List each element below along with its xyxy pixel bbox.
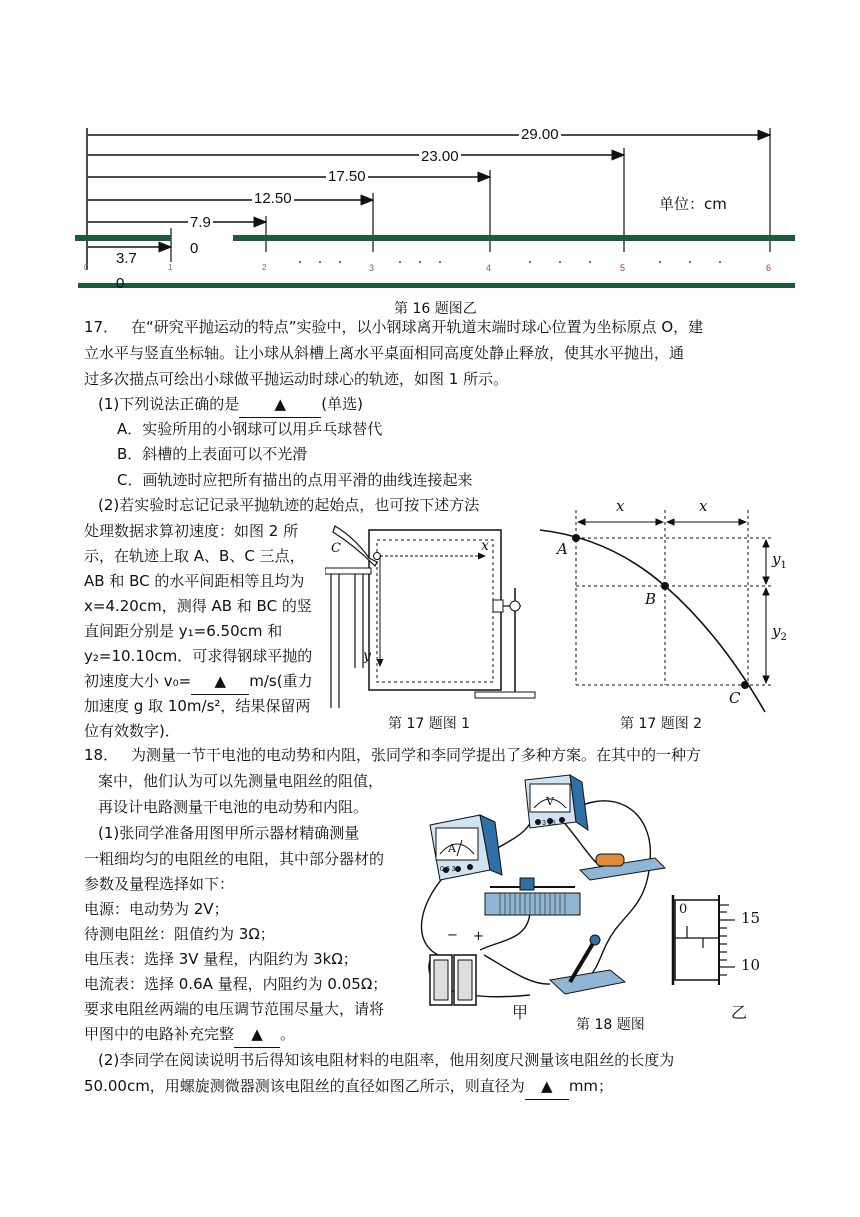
q17-para-line1: 在“研究平抛运动的特点”实验中，以小钢球离开轨道末端时球心位置为坐标原点 O，建	[131, 318, 704, 336]
q18-para-line2: 案中，他们认为可以先测量电阻丝的阻值，	[98, 772, 384, 790]
q17-body-line2: 示，在轨迹上取 A、B、C 三点，	[84, 547, 305, 565]
q18-answer-blank-1[interactable]	[234, 1021, 280, 1048]
q17-line7-end: m/s(重力	[249, 672, 313, 690]
tape-tick-3: 3	[369, 263, 375, 273]
tape-tick-6: 6	[766, 263, 772, 273]
dim-label-17-5: 17.50	[328, 168, 366, 185]
q18-sub2-line2	[84, 1073, 613, 1100]
y1-letter: y	[772, 550, 781, 568]
q17-option-c: C．画轨迹时应把所有描出的点用平滑的曲线连接起来	[117, 471, 473, 489]
q17-body-line5: 直间距分别是 y₁=6.50cm 和	[84, 622, 283, 640]
q18-requirement: 要求电阻丝两端的电压调节范围尽量大，请将	[84, 1000, 385, 1018]
q18-sub2-text: 50.00cm，用螺旋测微器测该电阻丝的直径如图乙所示，则直径为	[84, 1077, 525, 1095]
fig18-caption: 第 18 题图	[576, 1017, 645, 1033]
unit-label: 单位：cm	[659, 195, 727, 213]
fig17-2-label-y2	[772, 622, 787, 643]
q17-body-line8: 加速度 g 取 10m/s²，结果保留两	[84, 697, 311, 715]
q18-sub2-unit: mm；	[568, 1077, 614, 1095]
q17-body-line1: 处理数据求算初速度：如图 2 所	[84, 522, 299, 540]
q17-line7-start: 初速度大小 v₀=	[84, 672, 192, 690]
fig17-2-label-y1	[772, 550, 787, 571]
micrometer-mark-10: 10	[741, 956, 761, 974]
y2-subscript: 2	[780, 632, 787, 643]
q17-sub1	[98, 391, 363, 418]
q17-sub1-tail: (单选)	[321, 395, 363, 413]
dim-label-3-7-cont: 0	[116, 275, 125, 292]
q17-para-line3: 过多次描点可绘出小球做平抛运动时球心的轨迹，如图 1 所示。	[84, 370, 509, 388]
blank-marker: ▲	[214, 672, 226, 690]
q18-sub1-line1: (1)张同学准备用图甲所示器材精确测量	[98, 824, 360, 842]
battery-plus: +	[473, 929, 484, 944]
q17-number: 17．	[84, 318, 119, 336]
y2-letter: y	[772, 622, 781, 640]
tape-tick-2: 2	[262, 263, 267, 272]
blank-marker: ▲	[251, 1025, 263, 1043]
tape-tick-4: 4	[486, 263, 492, 273]
ammeter-label: A	[448, 842, 456, 855]
q17-body-line7	[84, 668, 313, 695]
q18-number: 18．	[84, 746, 119, 764]
switch-icon	[550, 935, 625, 994]
q17-body-line9: 位有效数字)．	[84, 722, 180, 740]
y1-subscript: 1	[780, 560, 787, 571]
battery-minus: −	[447, 928, 458, 943]
q17-sub2: (2)若实验时忘记记录平抛轨迹的起始点，也可按下述方法	[98, 496, 480, 514]
dim-label-3-7: 3.7	[116, 250, 137, 267]
tape-tick-1: 1	[168, 263, 173, 272]
fig18-label-jia: 甲	[512, 1003, 529, 1022]
fig17-2-label-x1: x	[616, 497, 625, 515]
rheostat-icon	[485, 878, 580, 915]
q17-body-line4: x=4.20cm，测得 AB 和 BC 的竖	[84, 597, 312, 615]
q18-equip-voltmeter: 电压表：选择 3V 量程，内阻约为 3kΩ；	[84, 950, 358, 968]
fig17-2-trajectory	[540, 500, 800, 715]
fig17-1-caption: 第 17 题图 1	[388, 716, 471, 732]
q17-sub1-text: (1)下列说法正确的是	[98, 395, 240, 413]
q18-sub1-line3: 参数及量程选择如下：	[84, 875, 235, 893]
dim-label-12-5: 12.50	[254, 190, 292, 207]
fig17-2-point-b: B	[645, 590, 657, 608]
voltmeter-label: V	[546, 795, 554, 808]
q18-req2-text: 甲图中的电路补充完整	[84, 1025, 235, 1043]
dim-label-7-9: 7.9	[190, 214, 211, 231]
fig17-2-point-a: A	[557, 540, 568, 558]
micrometer-mark-15: 15	[741, 909, 761, 927]
q17-option-a: A．实验所用的小钢球可以用乒乓球替代	[117, 420, 383, 438]
fig17-2-label-x2: x	[699, 497, 708, 515]
battery-icon	[430, 955, 476, 1005]
dim-label-23: 23.00	[421, 148, 459, 165]
fig17-2-caption: 第 17 题图 2	[620, 716, 703, 732]
q17-para-line2: 立水平与竖直坐标轴。让小球从斜槽上离水平桌面相同高度处静止释放，使其水平抛出，通	[84, 344, 685, 362]
q17-body-line3: AB 和 BC 的水平间距相等且均为	[84, 572, 305, 590]
q18-para-line3: 再设计电路测量干电池的电动势和内阻。	[98, 798, 369, 816]
blank-marker: ▲	[541, 1077, 553, 1095]
q18-equip-wire: 待测电阻丝：阻值约为 3Ω；	[84, 925, 275, 943]
fig16-caption: 第 16 题图乙	[394, 301, 477, 317]
q18-req2-tail: 。	[280, 1025, 296, 1043]
q18-sub2-line1: (2)李同学在阅读说明书后得知该电阻材料的电阻率，他用刻度尺测量该电阻丝的长度为	[98, 1051, 675, 1069]
q17-answer-blank-1[interactable]	[239, 391, 321, 418]
q18-sub1-line2: 一粗细均匀的电阻丝的电阻，其中部分器材的	[84, 850, 385, 868]
fig18-circuit-equipment	[410, 770, 670, 1035]
ammeter-terminals: 0.6 3	[440, 866, 456, 873]
dim-label-29: 29.00	[521, 126, 559, 143]
fig17-2-point-c: C	[729, 689, 741, 707]
fig17-1-label-c: C	[331, 541, 341, 556]
fig17-1-label-y: y	[363, 648, 371, 664]
micrometer-zero: 0	[679, 902, 688, 917]
q17-body-line6: y₂=10.10cm．可求得钢球平抛的	[84, 647, 313, 665]
voltmeter-terminals: 3 15	[542, 820, 556, 827]
fig17-1-apparatus	[325, 518, 540, 708]
fig18-label-yi: 乙	[731, 1003, 748, 1022]
q17-answer-blank-2[interactable]	[191, 668, 249, 695]
fig17-1-label-x: x	[481, 538, 489, 554]
q18-para-line1: 为测量一节干电池的电动势和内阻，张同学和李同学提出了多种方案。在其中的一种方	[131, 746, 702, 764]
blank-marker: ▲	[274, 395, 287, 413]
voltmeter-icon	[525, 775, 588, 830]
tape-tick-5: 5	[620, 263, 626, 273]
q18-equip-source: 电源：电动势为 2V；	[84, 900, 229, 918]
q18-requirement-line2	[84, 1021, 295, 1048]
q18-answer-blank-2[interactable]	[525, 1073, 569, 1100]
dim-label-7-9-cont: 0	[190, 240, 199, 257]
q18-equip-ammeter: 电流表：选择 0.6A 量程，内阻约为 0.05Ω；	[84, 975, 388, 993]
q17-option-b: B．斜槽的上表面可以不光滑	[117, 445, 308, 463]
tape-tick-0: 0	[84, 263, 89, 272]
